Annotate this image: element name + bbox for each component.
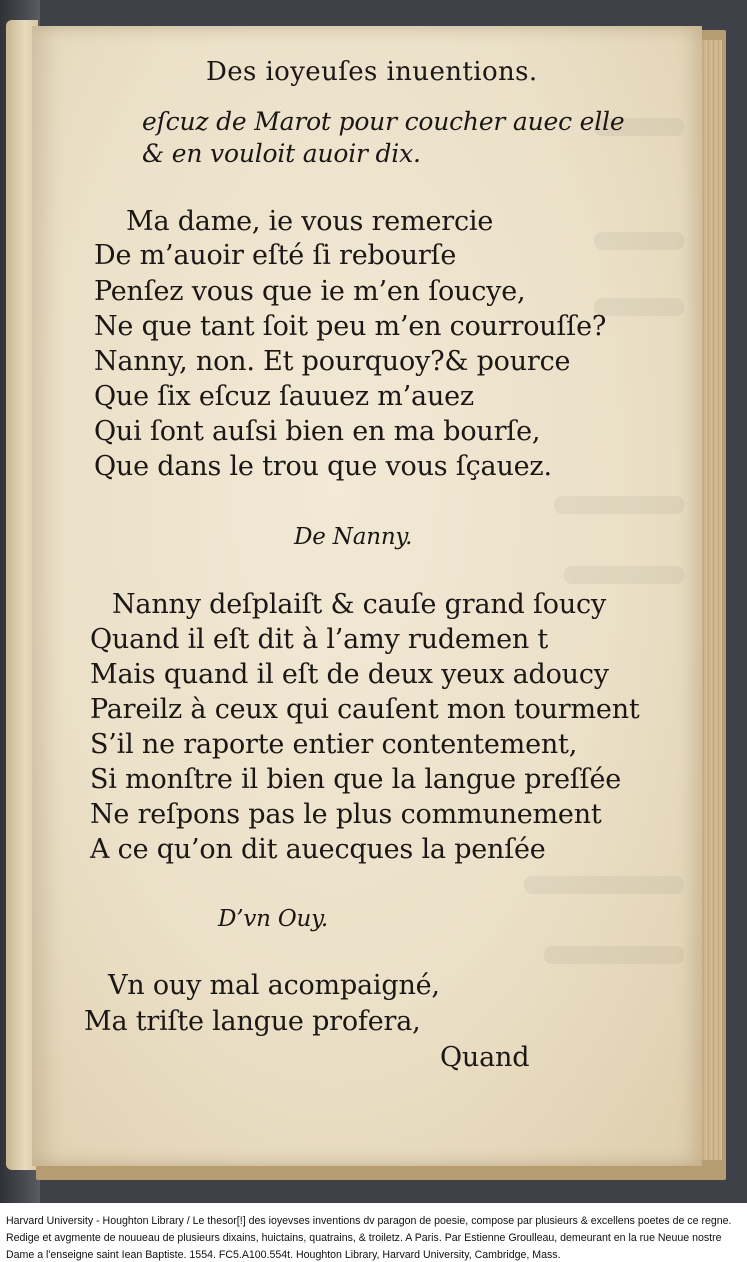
poem-line: Ma dame, ie vous remercie bbox=[126, 206, 494, 237]
poem-line: Vn ouy mal acompaigné, bbox=[108, 970, 440, 1001]
poem-line: Pareilz à ceux qui cauſent mon tourment bbox=[90, 694, 640, 725]
poem-line: A ce qu’on dit auecques la penſée bbox=[90, 834, 546, 865]
poem-line: Si monſtre il bien que la langue preſſée bbox=[90, 764, 622, 795]
poem-line: Penſez vous que ie m’en ſoucye, bbox=[94, 276, 526, 307]
image-credit: Harvard University - Houghton Library / Le thesor[!] des ioyevses inventions dv paragon de poesie, compose par plusieurs & excellens poetes de ce regne. Redige et avgmente de nouueau de plusieurs dixains, huictains, quatrains, & troiletz. A Paris. Par Estienne Groulleau, demeurant en la rue Neuue nostre Dame a l'enseigne saint Iean Baptiste. 1554. FC5.A100.554t. Houghton Library, Harvard University, Cambridge, Mass. bbox=[6, 1215, 732, 1261]
poem-line: Qui ſont auſsi bien en ma bourſe, bbox=[94, 416, 541, 447]
intro-line-2: & en vouloit auoir dix. bbox=[142, 139, 421, 168]
catchword: Quand bbox=[440, 1042, 530, 1073]
poem-line: S’il ne raporte entier contentement, bbox=[90, 729, 578, 760]
show-through bbox=[554, 496, 684, 514]
poem-line: Que ſix eſcuz ſauuez m’auez bbox=[94, 381, 474, 412]
poem-heading: De Nanny. bbox=[294, 524, 413, 550]
intro-line-1: eſcuz de Marot pour coucher auec elle bbox=[142, 107, 625, 136]
poem-line: Ma triſte langue profera, bbox=[84, 1006, 421, 1037]
poem-line: Ne que tant ſoit peu m’en courrouſſe? bbox=[94, 311, 607, 342]
show-through bbox=[594, 298, 684, 316]
poem-line: Mais quand il eſt de deux yeux adoucy bbox=[90, 659, 609, 690]
show-through bbox=[524, 876, 684, 894]
poem-line: Que dans le trou que vous ſçauez. bbox=[94, 451, 552, 482]
poem-line: Quand il eſt dit à l’amy rudemen t bbox=[90, 624, 549, 655]
poem-heading: D’vn Ouy. bbox=[218, 906, 328, 932]
fore-edge bbox=[700, 40, 722, 1160]
poem-line: Nanny, non. Et pourquoy?& pource bbox=[94, 346, 571, 377]
show-through bbox=[564, 566, 684, 584]
book-page bbox=[32, 26, 702, 1166]
show-through bbox=[544, 946, 684, 964]
poem-line: De m’auoir eſté ſi rebourſe bbox=[94, 240, 457, 271]
running-head: Des ioyeuſes inuentions. bbox=[206, 57, 538, 87]
show-through bbox=[594, 232, 684, 250]
poem-line: Ne reſpons pas le plus communement bbox=[90, 799, 602, 830]
poem-line: Nanny deſplaiſt & cauſe grand ſoucy bbox=[112, 589, 607, 620]
